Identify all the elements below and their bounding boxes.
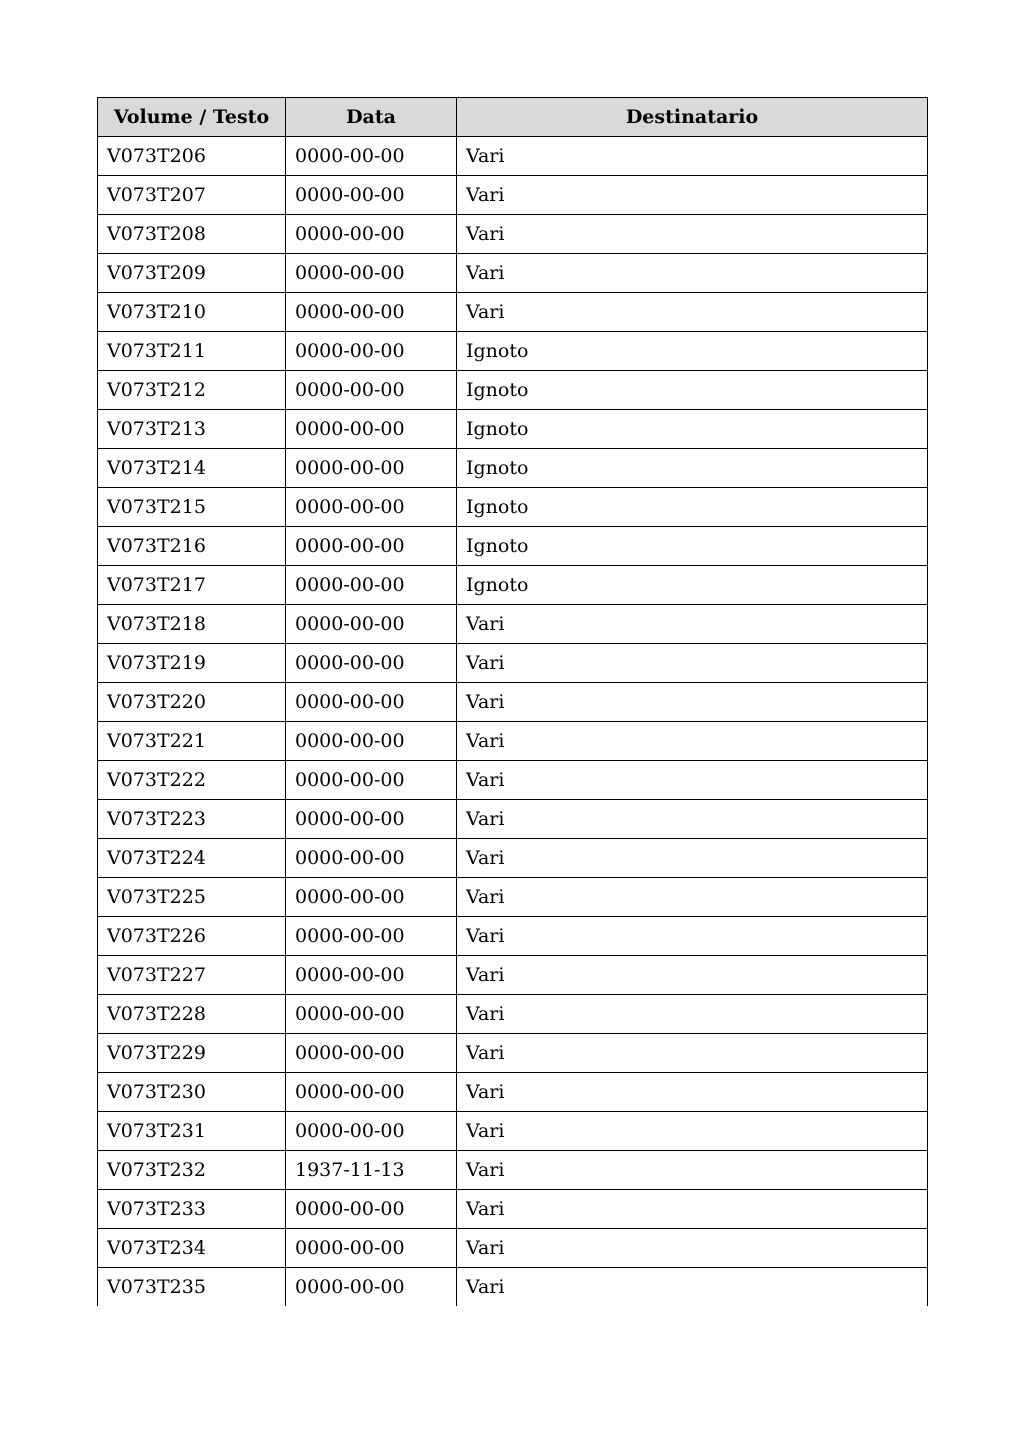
cell-destinatario: Vari <box>457 761 928 800</box>
cell-data: 0000-00-00 <box>286 1190 457 1229</box>
cell-volume-testo: V073T214 <box>98 449 286 488</box>
table-row <box>98 1112 928 1151</box>
table-row <box>98 1073 928 1112</box>
cell-data: 0000-00-00 <box>286 1073 457 1112</box>
table-row <box>98 995 928 1034</box>
cell-data: 0000-00-00 <box>286 761 457 800</box>
table-row <box>98 410 928 449</box>
cell-data: 0000-00-00 <box>286 800 457 839</box>
table-body <box>98 137 928 1307</box>
cell-volume-testo: V073T235 <box>98 1268 286 1307</box>
table-header-row <box>98 98 928 137</box>
table-row <box>98 527 928 566</box>
cell-destinatario: Ignoto <box>457 527 928 566</box>
letters-table <box>97 97 928 1306</box>
table-row <box>98 449 928 488</box>
cell-volume-testo: V073T230 <box>98 1073 286 1112</box>
table-row <box>98 683 928 722</box>
cell-data: 0000-00-00 <box>286 956 457 995</box>
cell-data: 0000-00-00 <box>286 605 457 644</box>
table-row <box>98 644 928 683</box>
cell-destinatario: Vari <box>457 956 928 995</box>
cell-data: 0000-00-00 <box>286 527 457 566</box>
cell-volume-testo: V073T222 <box>98 761 286 800</box>
cell-destinatario: Ignoto <box>457 332 928 371</box>
table-row <box>98 371 928 410</box>
cell-destinatario: Vari <box>457 1112 928 1151</box>
cell-destinatario: Vari <box>457 839 928 878</box>
cell-destinatario: Vari <box>457 722 928 761</box>
table-row <box>98 1034 928 1073</box>
cell-volume-testo: V073T228 <box>98 995 286 1034</box>
table-row <box>98 137 928 176</box>
cell-destinatario: Vari <box>457 1229 928 1268</box>
cell-data: 0000-00-00 <box>286 1229 457 1268</box>
header-destinatario: Destinatario <box>457 98 928 137</box>
table-row <box>98 878 928 917</box>
cell-volume-testo: V073T213 <box>98 410 286 449</box>
table-row <box>98 761 928 800</box>
table-row <box>98 293 928 332</box>
cell-volume-testo: V073T231 <box>98 1112 286 1151</box>
cell-volume-testo: V073T210 <box>98 293 286 332</box>
cell-data: 0000-00-00 <box>286 644 457 683</box>
cell-volume-testo: V073T216 <box>98 527 286 566</box>
table-header <box>98 98 928 137</box>
cell-data: 0000-00-00 <box>286 1112 457 1151</box>
cell-volume-testo: V073T221 <box>98 722 286 761</box>
cell-volume-testo: V073T225 <box>98 878 286 917</box>
document-page <box>97 97 927 1306</box>
table-row <box>98 1190 928 1229</box>
cell-volume-testo: V073T229 <box>98 1034 286 1073</box>
cell-data: 0000-00-00 <box>286 683 457 722</box>
cell-data: 0000-00-00 <box>286 1268 457 1307</box>
header-data: Data <box>286 98 457 137</box>
table-row <box>98 1268 928 1307</box>
table-row <box>98 917 928 956</box>
cell-volume-testo: V073T233 <box>98 1190 286 1229</box>
table-row <box>98 722 928 761</box>
table-row <box>98 488 928 527</box>
cell-data: 0000-00-00 <box>286 839 457 878</box>
cell-volume-testo: V073T232 <box>98 1151 286 1190</box>
cell-destinatario: Vari <box>457 1151 928 1190</box>
cell-volume-testo: V073T207 <box>98 176 286 215</box>
cell-volume-testo: V073T223 <box>98 800 286 839</box>
header-volume-testo: Volume / Testo <box>98 98 286 137</box>
cell-volume-testo: V073T227 <box>98 956 286 995</box>
table-row <box>98 956 928 995</box>
cell-volume-testo: V073T224 <box>98 839 286 878</box>
cell-destinatario: Vari <box>457 254 928 293</box>
cell-volume-testo: V073T226 <box>98 917 286 956</box>
cell-data: 0000-00-00 <box>286 254 457 293</box>
cell-destinatario: Vari <box>457 293 928 332</box>
cell-volume-testo: V073T215 <box>98 488 286 527</box>
cell-data: 0000-00-00 <box>286 410 457 449</box>
cell-volume-testo: V073T209 <box>98 254 286 293</box>
cell-data: 0000-00-00 <box>286 722 457 761</box>
cell-destinatario: Vari <box>457 605 928 644</box>
cell-volume-testo: V073T211 <box>98 332 286 371</box>
cell-destinatario: Vari <box>457 1073 928 1112</box>
cell-destinatario: Vari <box>457 878 928 917</box>
cell-volume-testo: V073T212 <box>98 371 286 410</box>
cell-volume-testo: V073T234 <box>98 1229 286 1268</box>
table-row <box>98 839 928 878</box>
cell-data: 0000-00-00 <box>286 176 457 215</box>
cell-destinatario: Vari <box>457 176 928 215</box>
cell-data: 0000-00-00 <box>286 488 457 527</box>
cell-data: 0000-00-00 <box>286 371 457 410</box>
cell-destinatario: Vari <box>457 215 928 254</box>
cell-data: 1937-11-13 <box>286 1151 457 1190</box>
cell-data: 0000-00-00 <box>286 137 457 176</box>
cell-volume-testo: V073T206 <box>98 137 286 176</box>
cell-destinatario: Ignoto <box>457 488 928 527</box>
table-row <box>98 566 928 605</box>
table-row <box>98 176 928 215</box>
table-row <box>98 1151 928 1190</box>
cell-destinatario: Ignoto <box>457 410 928 449</box>
table-row <box>98 215 928 254</box>
cell-data: 0000-00-00 <box>286 995 457 1034</box>
cell-data: 0000-00-00 <box>286 293 457 332</box>
cell-destinatario: Ignoto <box>457 371 928 410</box>
cell-data: 0000-00-00 <box>286 917 457 956</box>
table-row <box>98 605 928 644</box>
cell-destinatario: Vari <box>457 683 928 722</box>
cell-data: 0000-00-00 <box>286 215 457 254</box>
cell-volume-testo: V073T219 <box>98 644 286 683</box>
cell-data: 0000-00-00 <box>286 878 457 917</box>
cell-destinatario: Vari <box>457 644 928 683</box>
cell-destinatario: Vari <box>457 995 928 1034</box>
cell-volume-testo: V073T218 <box>98 605 286 644</box>
cell-destinatario: Ignoto <box>457 566 928 605</box>
table-row <box>98 332 928 371</box>
cell-data: 0000-00-00 <box>286 1034 457 1073</box>
cell-destinatario: Vari <box>457 917 928 956</box>
cell-volume-testo: V073T208 <box>98 215 286 254</box>
cell-volume-testo: V073T220 <box>98 683 286 722</box>
cell-destinatario: Vari <box>457 800 928 839</box>
cell-data: 0000-00-00 <box>286 566 457 605</box>
cell-destinatario: Ignoto <box>457 449 928 488</box>
cell-data: 0000-00-00 <box>286 332 457 371</box>
cell-destinatario: Vari <box>457 1190 928 1229</box>
cell-destinatario: Vari <box>457 137 928 176</box>
table-row <box>98 1229 928 1268</box>
table-row <box>98 254 928 293</box>
table-row <box>98 800 928 839</box>
cell-destinatario: Vari <box>457 1034 928 1073</box>
cell-data: 0000-00-00 <box>286 449 457 488</box>
cell-volume-testo: V073T217 <box>98 566 286 605</box>
cell-destinatario: Vari <box>457 1268 928 1307</box>
